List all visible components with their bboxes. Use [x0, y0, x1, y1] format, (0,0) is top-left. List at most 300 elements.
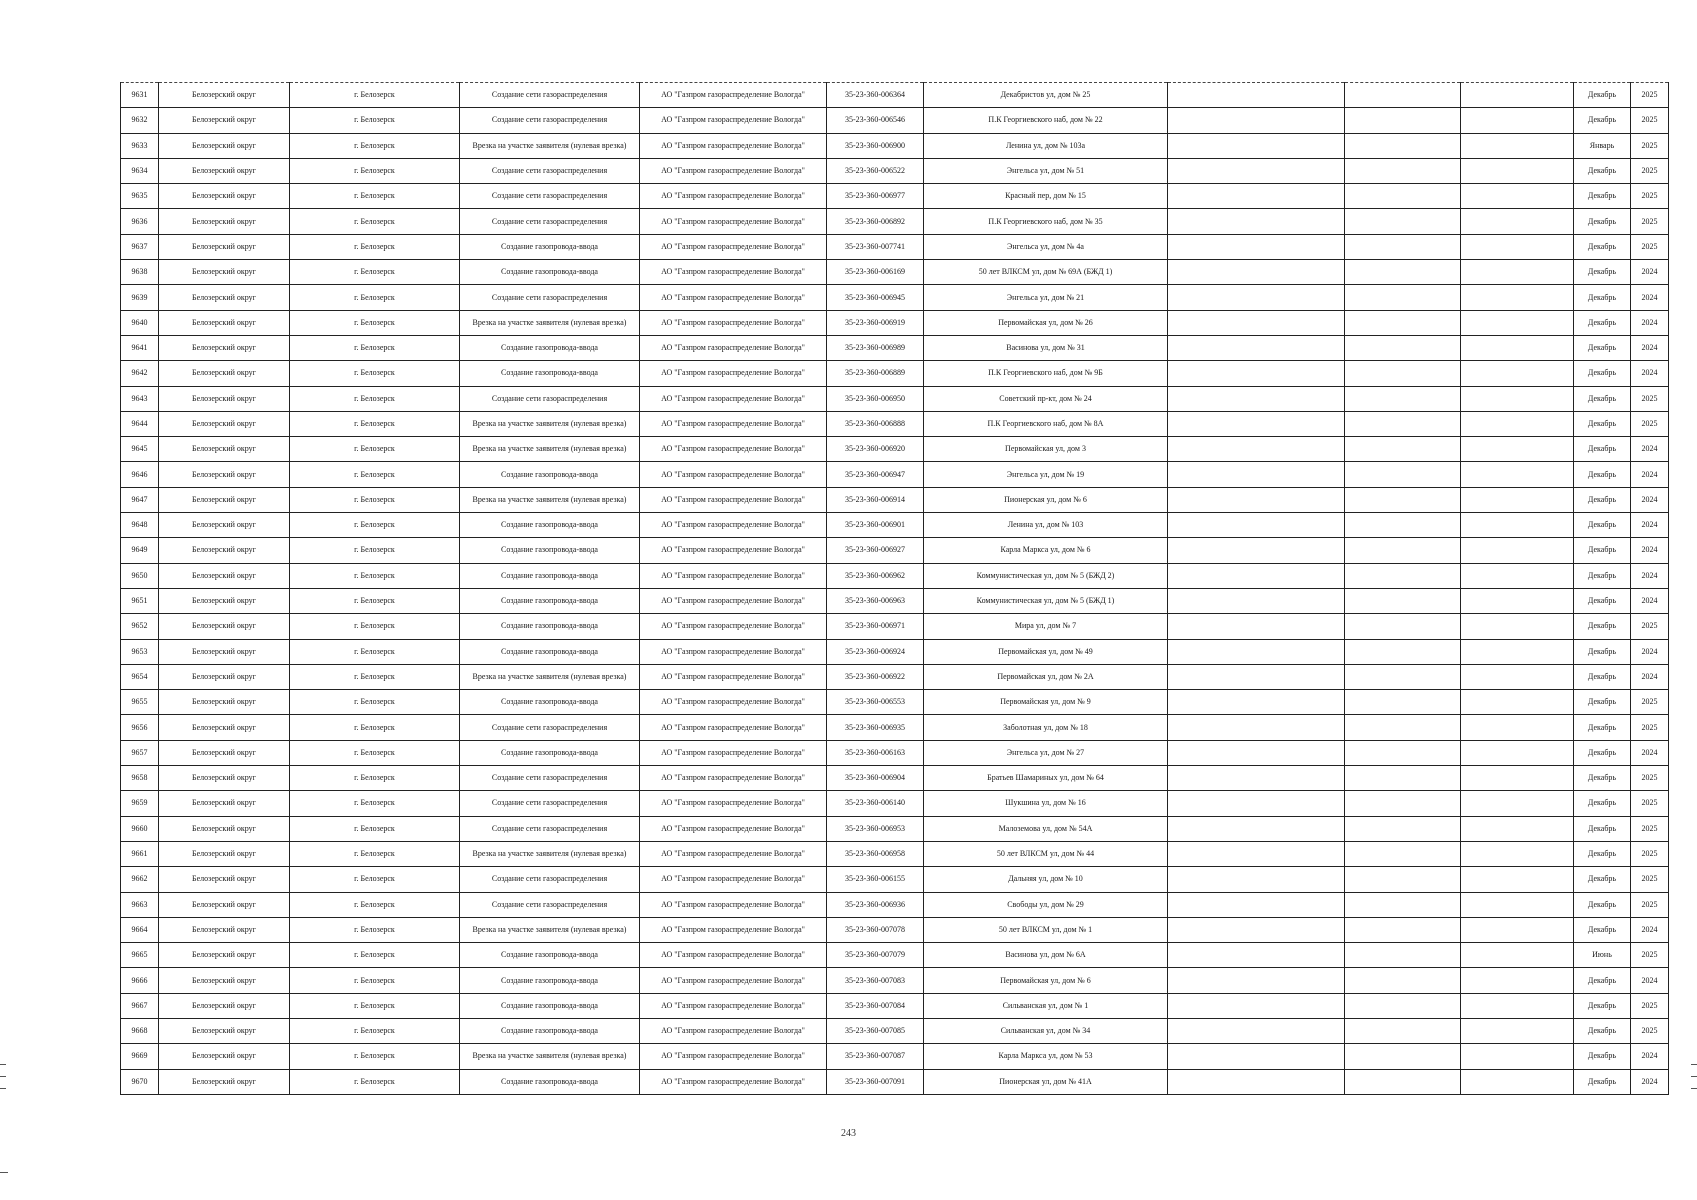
completion-month-cell: Декабрь — [1574, 462, 1631, 487]
blank-col-1-cell — [1168, 968, 1345, 993]
application-id-cell: 35-23-360-006553 — [827, 690, 924, 715]
address-cell: Васинова ул, дом № 31 — [924, 335, 1168, 360]
completion-year-cell: 2025 — [1631, 386, 1669, 411]
table-row — [121, 209, 1669, 234]
table-row — [121, 639, 1669, 664]
scan-edge-mark — [0, 1172, 8, 1173]
blank-col-1-cell — [1168, 867, 1345, 892]
work-type-cell: Создание сети газораспределения — [460, 209, 640, 234]
blank-col-1-cell — [1168, 943, 1345, 968]
table-row — [121, 310, 1669, 335]
blank-col-2-cell — [1345, 917, 1461, 942]
blank-col-3-cell — [1461, 639, 1574, 664]
completion-month-cell: Декабрь — [1574, 437, 1631, 462]
application-id-cell: 35-23-360-006953 — [827, 816, 924, 841]
row-number-cell: 9663 — [121, 892, 159, 917]
blank-col-2-cell — [1345, 108, 1461, 133]
blank-col-2-cell — [1345, 1069, 1461, 1094]
work-type-cell: Создание сети газораспределения — [460, 816, 640, 841]
completion-year-cell: 2025 — [1631, 816, 1669, 841]
settlement-cell: г. Белозерск — [290, 83, 460, 108]
work-type-cell: Создание газопровода-ввода — [460, 740, 640, 765]
settlement-cell: г. Белозерск — [290, 487, 460, 512]
work-type-cell: Врезка на участке заявителя (нулевая врезка) — [460, 437, 640, 462]
organization-cell: АО "Газпром газораспределение Вологда" — [640, 310, 827, 335]
address-cell: Первомайская ул, дом № 49 — [924, 639, 1168, 664]
completion-month-cell: Декабрь — [1574, 563, 1631, 588]
organization-cell: АО "Газпром газораспределение Вологда" — [640, 690, 827, 715]
address-cell: Заболотная ул, дом № 18 — [924, 715, 1168, 740]
row-number-cell: 9660 — [121, 816, 159, 841]
completion-year-cell: 2024 — [1631, 588, 1669, 613]
address-cell: Ленина ул, дом № 103а — [924, 133, 1168, 158]
completion-month-cell: Декабрь — [1574, 639, 1631, 664]
organization-cell: АО "Газпром газораспределение Вологда" — [640, 386, 827, 411]
row-number-cell: 9631 — [121, 83, 159, 108]
work-type-cell: Создание газопровода-ввода — [460, 588, 640, 613]
table-row — [121, 487, 1669, 512]
completion-year-cell: 2025 — [1631, 766, 1669, 791]
address-cell: Энгельса ул, дом № 27 — [924, 740, 1168, 765]
blank-col-1-cell — [1168, 1044, 1345, 1069]
row-number-cell: 9648 — [121, 513, 159, 538]
blank-col-2-cell — [1345, 411, 1461, 436]
blank-col-3-cell — [1461, 563, 1574, 588]
district-cell: Белозерский округ — [159, 487, 290, 512]
work-type-cell: Создание сети газораспределения — [460, 83, 640, 108]
application-id-cell: 35-23-360-006169 — [827, 260, 924, 285]
settlement-cell: г. Белозерск — [290, 513, 460, 538]
blank-col-1-cell — [1168, 740, 1345, 765]
blank-col-1-cell — [1168, 335, 1345, 360]
row-number-cell: 9664 — [121, 917, 159, 942]
settlement-cell: г. Белозерск — [290, 209, 460, 234]
work-type-cell: Врезка на участке заявителя (нулевая врезка) — [460, 1044, 640, 1069]
table-row — [121, 588, 1669, 613]
row-number-cell: 9658 — [121, 766, 159, 791]
settlement-cell: г. Белозерск — [290, 715, 460, 740]
settlement-cell: г. Белозерск — [290, 335, 460, 360]
district-cell: Белозерский округ — [159, 867, 290, 892]
blank-col-1-cell — [1168, 487, 1345, 512]
blank-col-2-cell — [1345, 310, 1461, 335]
blank-col-1-cell — [1168, 892, 1345, 917]
district-cell: Белозерский округ — [159, 639, 290, 664]
blank-col-3-cell — [1461, 234, 1574, 259]
application-id-cell: 35-23-360-007083 — [827, 968, 924, 993]
blank-col-3-cell — [1461, 285, 1574, 310]
table-row — [121, 1044, 1669, 1069]
work-type-cell: Создание газопровода-ввода — [460, 234, 640, 259]
application-id-cell: 35-23-360-007085 — [827, 1018, 924, 1043]
application-id-cell: 35-23-360-006892 — [827, 209, 924, 234]
blank-col-1-cell — [1168, 437, 1345, 462]
row-number-cell: 9644 — [121, 411, 159, 436]
settlement-cell: г. Белозерск — [290, 563, 460, 588]
work-type-cell: Врезка на участке заявителя (нулевая врезка) — [460, 487, 640, 512]
settlement-cell: г. Белозерск — [290, 867, 460, 892]
organization-cell: АО "Газпром газораспределение Вологда" — [640, 1044, 827, 1069]
completion-year-cell: 2024 — [1631, 563, 1669, 588]
settlement-cell: г. Белозерск — [290, 639, 460, 664]
blank-col-1-cell — [1168, 108, 1345, 133]
blank-col-1-cell — [1168, 310, 1345, 335]
blank-col-1-cell — [1168, 209, 1345, 234]
completion-month-cell: Декабрь — [1574, 538, 1631, 563]
table-row — [121, 892, 1669, 917]
table-row — [121, 664, 1669, 689]
row-number-cell: 9645 — [121, 437, 159, 462]
gasification-register-table — [120, 82, 1669, 1095]
row-number-cell: 9669 — [121, 1044, 159, 1069]
district-cell: Белозерский округ — [159, 892, 290, 917]
blank-col-3-cell — [1461, 791, 1574, 816]
address-cell: Сильванская ул, дом № 1 — [924, 993, 1168, 1018]
completion-year-cell: 2025 — [1631, 943, 1669, 968]
completion-year-cell: 2025 — [1631, 892, 1669, 917]
district-cell: Белозерский округ — [159, 588, 290, 613]
blank-col-2-cell — [1345, 1044, 1461, 1069]
table-row — [121, 133, 1669, 158]
work-type-cell: Создание газопровода-ввода — [460, 462, 640, 487]
application-id-cell: 35-23-360-006947 — [827, 462, 924, 487]
scan-edge-mark — [1691, 1076, 1697, 1077]
organization-cell: АО "Газпром газораспределение Вологда" — [640, 462, 827, 487]
settlement-cell: г. Белозерск — [290, 917, 460, 942]
organization-cell: АО "Газпром газораспределение Вологда" — [640, 83, 827, 108]
table-row — [121, 108, 1669, 133]
settlement-cell: г. Белозерск — [290, 968, 460, 993]
district-cell: Белозерский округ — [159, 437, 290, 462]
settlement-cell: г. Белозерск — [290, 234, 460, 259]
address-cell: Коммунистическая ул, дом № 5 (БЖД 2) — [924, 563, 1168, 588]
address-cell: Пионерская ул, дом № 41А — [924, 1069, 1168, 1094]
row-number-cell: 9670 — [121, 1069, 159, 1094]
address-cell: Шукшина ул, дом № 16 — [924, 791, 1168, 816]
blank-col-2-cell — [1345, 766, 1461, 791]
organization-cell: АО "Газпром газораспределение Вологда" — [640, 158, 827, 183]
blank-col-2-cell — [1345, 538, 1461, 563]
scan-edge-mark — [0, 1088, 6, 1089]
blank-col-1-cell — [1168, 791, 1345, 816]
row-number-cell: 9665 — [121, 943, 159, 968]
application-id-cell: 35-23-360-006889 — [827, 361, 924, 386]
work-type-cell: Создание сети газораспределения — [460, 791, 640, 816]
completion-month-cell: Декабрь — [1574, 841, 1631, 866]
blank-col-3-cell — [1461, 487, 1574, 512]
settlement-cell: г. Белозерск — [290, 538, 460, 563]
register-body — [121, 83, 1669, 1095]
completion-month-cell: Декабрь — [1574, 310, 1631, 335]
blank-col-3-cell — [1461, 690, 1574, 715]
table-row — [121, 740, 1669, 765]
organization-cell: АО "Газпром газораспределение Вологда" — [640, 184, 827, 209]
organization-cell: АО "Газпром газораспределение Вологда" — [640, 133, 827, 158]
address-cell: 50 лет ВЛКСМ ул, дом № 69А (БЖД 1) — [924, 260, 1168, 285]
application-id-cell: 35-23-360-006155 — [827, 867, 924, 892]
application-id-cell: 35-23-360-006914 — [827, 487, 924, 512]
scan-edge-mark — [0, 1064, 6, 1065]
completion-month-cell: Декабрь — [1574, 816, 1631, 841]
blank-col-2-cell — [1345, 133, 1461, 158]
organization-cell: АО "Газпром газораспределение Вологда" — [640, 108, 827, 133]
address-cell: П.К Георгиевского наб, дом № 9Б — [924, 361, 1168, 386]
blank-col-2-cell — [1345, 563, 1461, 588]
blank-col-3-cell — [1461, 664, 1574, 689]
completion-month-cell: Декабрь — [1574, 766, 1631, 791]
row-number-cell: 9637 — [121, 234, 159, 259]
district-cell: Белозерский округ — [159, 158, 290, 183]
work-type-cell: Создание газопровода-ввода — [460, 538, 640, 563]
organization-cell: АО "Газпром газораспределение Вологда" — [640, 335, 827, 360]
settlement-cell: г. Белозерск — [290, 1018, 460, 1043]
row-number-cell: 9667 — [121, 993, 159, 1018]
completion-year-cell: 2025 — [1631, 690, 1669, 715]
row-number-cell: 9656 — [121, 715, 159, 740]
district-cell: Белозерский округ — [159, 462, 290, 487]
application-id-cell: 35-23-360-006989 — [827, 335, 924, 360]
settlement-cell: г. Белозерск — [290, 285, 460, 310]
blank-col-1-cell — [1168, 588, 1345, 613]
application-id-cell: 35-23-360-006935 — [827, 715, 924, 740]
organization-cell: АО "Газпром газораспределение Вологда" — [640, 1069, 827, 1094]
blank-col-2-cell — [1345, 260, 1461, 285]
organization-cell: АО "Газпром газораспределение Вологда" — [640, 766, 827, 791]
table-row — [121, 538, 1669, 563]
organization-cell: АО "Газпром газораспределение Вологда" — [640, 513, 827, 538]
table-row — [121, 968, 1669, 993]
application-id-cell: 35-23-360-007091 — [827, 1069, 924, 1094]
completion-month-cell: Декабрь — [1574, 513, 1631, 538]
completion-year-cell: 2025 — [1631, 993, 1669, 1018]
blank-col-3-cell — [1461, 538, 1574, 563]
application-id-cell: 35-23-360-006924 — [827, 639, 924, 664]
organization-cell: АО "Газпром газораспределение Вологда" — [640, 664, 827, 689]
table-row — [121, 690, 1669, 715]
work-type-cell: Создание сети газораспределения — [460, 184, 640, 209]
blank-col-1-cell — [1168, 234, 1345, 259]
row-number-cell: 9633 — [121, 133, 159, 158]
work-type-cell: Создание сети газораспределения — [460, 892, 640, 917]
table-row — [121, 993, 1669, 1018]
settlement-cell: г. Белозерск — [290, 158, 460, 183]
completion-year-cell: 2024 — [1631, 462, 1669, 487]
completion-month-cell: Декабрь — [1574, 690, 1631, 715]
blank-col-1-cell — [1168, 285, 1345, 310]
completion-month-cell: Декабрь — [1574, 184, 1631, 209]
completion-month-cell: Декабрь — [1574, 1044, 1631, 1069]
blank-col-1-cell — [1168, 614, 1345, 639]
work-type-cell: Врезка на участке заявителя (нулевая врезка) — [460, 664, 640, 689]
blank-col-2-cell — [1345, 740, 1461, 765]
table-row — [121, 841, 1669, 866]
completion-month-cell: Декабрь — [1574, 867, 1631, 892]
table-row — [121, 943, 1669, 968]
table-row — [121, 462, 1669, 487]
settlement-cell: г. Белозерск — [290, 588, 460, 613]
completion-month-cell: Декабрь — [1574, 83, 1631, 108]
organization-cell: АО "Газпром газораспределение Вологда" — [640, 892, 827, 917]
blank-col-3-cell — [1461, 361, 1574, 386]
blank-col-3-cell — [1461, 816, 1574, 841]
completion-month-cell: Декабрь — [1574, 1018, 1631, 1043]
blank-col-3-cell — [1461, 867, 1574, 892]
completion-year-cell: 2025 — [1631, 1018, 1669, 1043]
blank-col-3-cell — [1461, 108, 1574, 133]
application-id-cell: 35-23-360-007079 — [827, 943, 924, 968]
work-type-cell: Создание газопровода-ввода — [460, 639, 640, 664]
completion-year-cell: 2024 — [1631, 968, 1669, 993]
blank-col-1-cell — [1168, 766, 1345, 791]
address-cell: Первомайская ул, дом № 9 — [924, 690, 1168, 715]
completion-year-cell: 2024 — [1631, 361, 1669, 386]
table-row — [121, 816, 1669, 841]
blank-col-3-cell — [1461, 1069, 1574, 1094]
blank-col-2-cell — [1345, 614, 1461, 639]
row-number-cell: 9639 — [121, 285, 159, 310]
work-type-cell: Создание газопровода-ввода — [460, 1069, 640, 1094]
address-cell: 50 лет ВЛКСМ ул, дом № 1 — [924, 917, 1168, 942]
completion-month-cell: Декабрь — [1574, 588, 1631, 613]
organization-cell: АО "Газпром газораспределение Вологда" — [640, 614, 827, 639]
settlement-cell: г. Белозерск — [290, 411, 460, 436]
organization-cell: АО "Газпром газораспределение Вологда" — [640, 234, 827, 259]
blank-col-2-cell — [1345, 867, 1461, 892]
table-row — [121, 184, 1669, 209]
settlement-cell: г. Белозерск — [290, 791, 460, 816]
work-type-cell: Создание газопровода-ввода — [460, 563, 640, 588]
district-cell: Белозерский округ — [159, 361, 290, 386]
completion-year-cell: 2024 — [1631, 335, 1669, 360]
blank-col-3-cell — [1461, 260, 1574, 285]
settlement-cell: г. Белозерск — [290, 1069, 460, 1094]
address-cell: П.К Георгиевского наб, дом № 22 — [924, 108, 1168, 133]
blank-col-3-cell — [1461, 411, 1574, 436]
district-cell: Белозерский округ — [159, 184, 290, 209]
blank-col-3-cell — [1461, 993, 1574, 1018]
district-cell: Белозерский округ — [159, 209, 290, 234]
blank-col-3-cell — [1461, 841, 1574, 866]
blank-col-3-cell — [1461, 437, 1574, 462]
work-type-cell: Создание сети газораспределения — [460, 108, 640, 133]
completion-year-cell: 2025 — [1631, 614, 1669, 639]
address-cell: Пионерская ул, дом № 6 — [924, 487, 1168, 512]
application-id-cell: 35-23-360-006364 — [827, 83, 924, 108]
application-id-cell: 35-23-360-006901 — [827, 513, 924, 538]
blank-col-2-cell — [1345, 209, 1461, 234]
settlement-cell: г. Белозерск — [290, 462, 460, 487]
blank-col-3-cell — [1461, 462, 1574, 487]
settlement-cell: г. Белозерск — [290, 386, 460, 411]
blank-col-3-cell — [1461, 943, 1574, 968]
table-row — [121, 791, 1669, 816]
blank-col-2-cell — [1345, 841, 1461, 866]
settlement-cell: г. Белозерск — [290, 816, 460, 841]
organization-cell: АО "Газпром газораспределение Вологда" — [640, 867, 827, 892]
completion-year-cell: 2025 — [1631, 209, 1669, 234]
completion-month-cell: Декабрь — [1574, 892, 1631, 917]
settlement-cell: г. Белозерск — [290, 361, 460, 386]
application-id-cell: 35-23-360-006522 — [827, 158, 924, 183]
scan-edge-mark — [1691, 1064, 1697, 1065]
district-cell: Белозерский округ — [159, 234, 290, 259]
completion-year-cell: 2024 — [1631, 310, 1669, 335]
settlement-cell: г. Белозерск — [290, 260, 460, 285]
work-type-cell: Создание газопровода-ввода — [460, 614, 640, 639]
address-cell: Карла Маркса ул, дом № 53 — [924, 1044, 1168, 1069]
work-type-cell: Создание сети газораспределения — [460, 386, 640, 411]
completion-month-cell: Декабрь — [1574, 386, 1631, 411]
blank-col-3-cell — [1461, 917, 1574, 942]
work-type-cell: Создание газопровода-ввода — [460, 335, 640, 360]
completion-year-cell: 2024 — [1631, 513, 1669, 538]
application-id-cell: 35-23-360-006936 — [827, 892, 924, 917]
application-id-cell: 35-23-360-006950 — [827, 386, 924, 411]
table-row — [121, 234, 1669, 259]
organization-cell: АО "Газпром газораспределение Вологда" — [640, 917, 827, 942]
address-cell: Мира ул, дом № 7 — [924, 614, 1168, 639]
organization-cell: АО "Газпром газораспределение Вологда" — [640, 791, 827, 816]
blank-col-3-cell — [1461, 614, 1574, 639]
blank-col-2-cell — [1345, 285, 1461, 310]
completion-month-cell: Декабрь — [1574, 108, 1631, 133]
completion-year-cell: 2024 — [1631, 664, 1669, 689]
district-cell: Белозерский округ — [159, 943, 290, 968]
blank-col-2-cell — [1345, 158, 1461, 183]
completion-year-cell: 2024 — [1631, 917, 1669, 942]
address-cell: П.К Георгиевского наб, дом № 35 — [924, 209, 1168, 234]
blank-col-1-cell — [1168, 664, 1345, 689]
address-cell: Малоземова ул, дом № 54А — [924, 816, 1168, 841]
row-number-cell: 9643 — [121, 386, 159, 411]
application-id-cell: 35-23-360-007087 — [827, 1044, 924, 1069]
table-row — [121, 158, 1669, 183]
completion-month-cell: Декабрь — [1574, 285, 1631, 310]
settlement-cell: г. Белозерск — [290, 133, 460, 158]
district-cell: Белозерский округ — [159, 766, 290, 791]
completion-year-cell: 2024 — [1631, 740, 1669, 765]
completion-year-cell: 2025 — [1631, 867, 1669, 892]
organization-cell: АО "Газпром газораспределение Вологда" — [640, 588, 827, 613]
completion-month-cell: Декабрь — [1574, 487, 1631, 512]
completion-year-cell: 2024 — [1631, 639, 1669, 664]
row-number-cell: 9651 — [121, 588, 159, 613]
address-cell: Карла Маркса ул, дом № 6 — [924, 538, 1168, 563]
page-number: 243 — [841, 1128, 856, 1139]
blank-col-1-cell — [1168, 133, 1345, 158]
application-id-cell: 35-23-360-006977 — [827, 184, 924, 209]
table-row — [121, 361, 1669, 386]
completion-year-cell: 2025 — [1631, 411, 1669, 436]
address-cell: Первомайская ул, дом № 26 — [924, 310, 1168, 335]
table-row — [121, 614, 1669, 639]
completion-year-cell: 2025 — [1631, 234, 1669, 259]
blank-col-1-cell — [1168, 563, 1345, 588]
application-id-cell: 35-23-360-006962 — [827, 563, 924, 588]
completion-month-cell: Декабрь — [1574, 335, 1631, 360]
application-id-cell: 35-23-360-007078 — [827, 917, 924, 942]
scan-edge-mark — [1691, 1088, 1697, 1089]
completion-month-cell: Декабрь — [1574, 740, 1631, 765]
organization-cell: АО "Газпром газораспределение Вологда" — [640, 361, 827, 386]
work-type-cell: Создание сети газораспределения — [460, 158, 640, 183]
application-id-cell: 35-23-360-006945 — [827, 285, 924, 310]
completion-year-cell: 2025 — [1631, 83, 1669, 108]
table-row — [121, 563, 1669, 588]
completion-month-cell: Декабрь — [1574, 791, 1631, 816]
application-id-cell: 35-23-360-007084 — [827, 993, 924, 1018]
district-cell: Белозерский округ — [159, 917, 290, 942]
